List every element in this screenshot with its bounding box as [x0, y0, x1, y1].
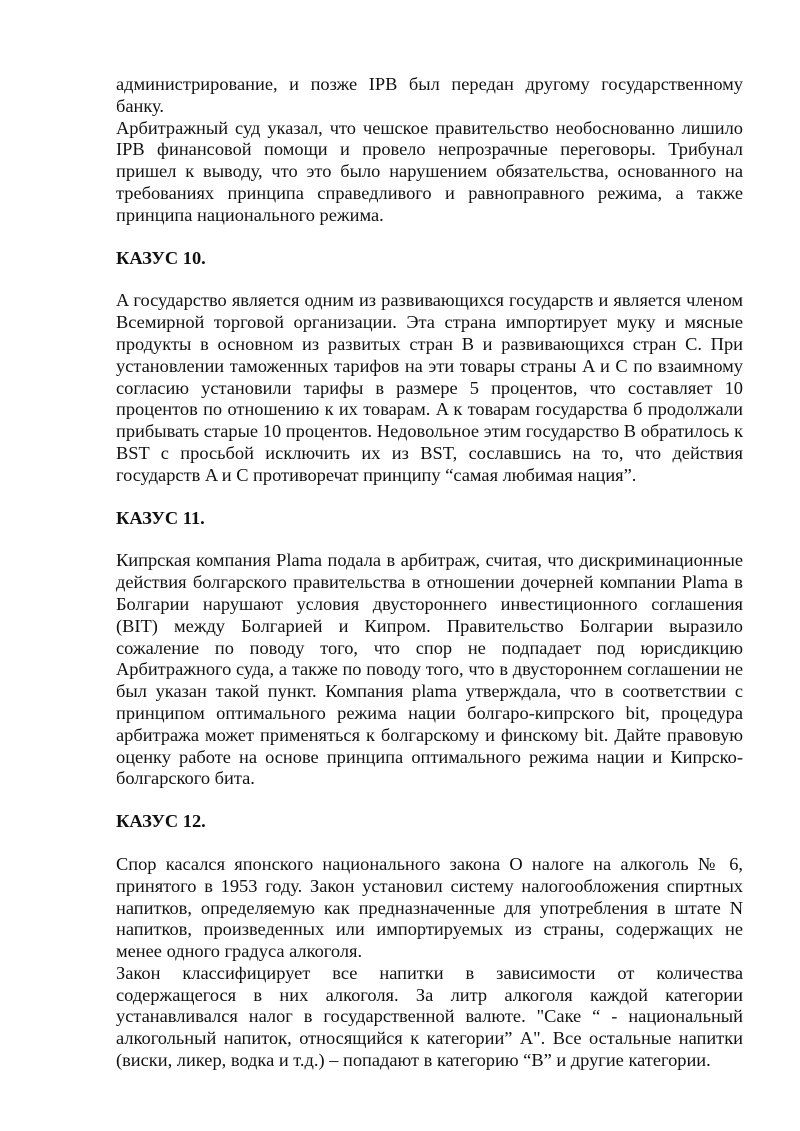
intro-paragraph: Арбитражный суд указал, что чешское правительство необоснованно лишило IPB финансовой помощи и провело непрозрачные переговоры. Трибунал пришел к выводу, что это было нарушением обязательства, основанного на требованиях принципа справедливого и равноправного режима, а также принципа национального режима. — [116, 117, 743, 225]
case-12-paragraph-2: Закон классифицирует все напитки в зависимости от количества содержащегося в них алкоголя. За литр алкоголя каждой категории устанавливался налог в государственной валюте. "Саке “ - национальный алкогольный напиток, относящийся к категории” A". Все остальные напитки (виски, ликер, водка и т.д.) – попадают в категорию “B” и другие категории. — [116, 962, 743, 1071]
case-10-text: A государство является одним из развивающихся государств и является членом Всемирной торговой организации. Эта страна импортирует муку и мясные продукты в основном из развитых стран B и развивающихся стран C. При установлении таможенных тарифов на эти товары страны A и C по взаимному согласию установили тарифы в размере 5 процентов, что составляет 10 процентов по отношению к их товарам. A к товарам государства б продолжали прибывать старые 10 процентов. Недовольное этим государство B обратилось к BST с просьбой исключить их из BST, сославшись на то, что действия государств A и C противоречат принципу “самая любимая нация”. — [116, 290, 743, 485]
case-12-title: КАЗУС 12. — [116, 811, 206, 832]
case-11-title: КАЗУС 11. — [116, 507, 205, 528]
case-10-title: КАЗУС 10. — [116, 247, 206, 268]
intro-paragraph-continuation: администрирование, и позже IPB был передан другому государственному банку. — [116, 74, 743, 116]
case-12-paragraph-1: Спор касался японского национального закона О налоге на алкоголь № 6, принятого в 1953 году. Закон установил систему налогообложения спиртных напитков, определяемую как предназначенные для употребления в штате N напитков, произведенных или импортируемых из страны, содержащих не менее одного градуса алкоголя. — [116, 853, 743, 962]
case-11-text: Кипрская компания Plama подала в арбитраж, считая, что дискриминационные действия болгарского правительства в отношении дочерней компании Plama в Болгарии нарушают условия двустороннего инвестиционного соглашения (BIT) между Болгарией и Кипром. Правительство Болгарии выразило сожаление по поводу того, что спор не подпадает под юрисдикцию Арбитражного суда, а также по поводу того, что в двустороннем соглашении не был указан такой пункт. Компания plama утверждала, что в соответствии с принципом оптимального режима нации болгаро-кипрского bit, процедура арбитража может применяться к болгарскому и финскому bit. Дайте правовую оценку работе на основе принципа оптимального режима нации и Кипрско-болгарского бита. — [116, 550, 743, 789]
